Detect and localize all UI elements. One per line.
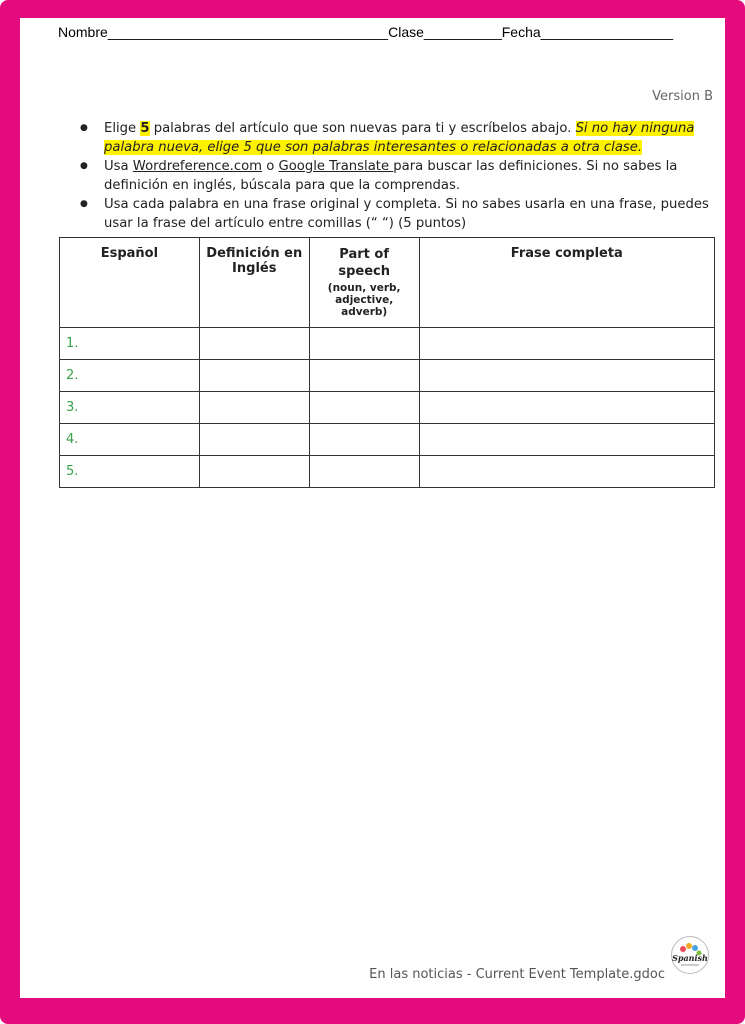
row-number: 5. — [60, 456, 200, 488]
table-header-row — [60, 238, 715, 328]
row-number: 1. — [60, 328, 200, 360]
cell-definicion[interactable] — [199, 392, 309, 424]
table-row — [60, 360, 715, 392]
student-info-line: Nombre____________________________________Clase__________Fecha_________________ — [58, 24, 674, 40]
instruction-1-text-cont: palabras del artículo que son nuevas para ti y escríbelos abajo. — [149, 121, 576, 136]
instruction-item-3: ● Usa cada palabra en una frase original y completa. Si no sabes usarla en una frase, puedes usar la frase del artículo entre comillas (“ “) (5 puntos) — [70, 195, 715, 233]
cell-frase[interactable] — [419, 456, 714, 488]
table-row — [60, 392, 715, 424]
table-row — [60, 328, 715, 360]
cell-frase[interactable] — [419, 392, 714, 424]
word-count-highlight: 5 — [140, 121, 150, 136]
cell-frase[interactable] — [419, 424, 714, 456]
header-pos-main: Part of speech — [338, 247, 390, 279]
instruction-1-alt-highlight: Si no hay ninguna palabra nueva, elige 5 que son palabras interesantes o relacionadas a otra clase. — [104, 121, 695, 155]
cell-definicion[interactable] — [199, 328, 309, 360]
row-number: 3. — [60, 392, 200, 424]
document-page — [20, 18, 725, 998]
row-number: 2. — [60, 360, 200, 392]
cell-definicion[interactable] — [199, 456, 309, 488]
header-espanol: Español — [60, 238, 200, 328]
header-part-of-speech — [309, 238, 419, 328]
version-label: Version B — [652, 89, 713, 104]
document-footer: En las noticias - Current Event Template.gdoc — [369, 967, 665, 982]
cell-part-of-speech[interactable] — [309, 424, 419, 456]
google-translate-link[interactable]: Google Translate — [278, 159, 394, 174]
table-row — [60, 456, 715, 488]
instruction-1-text: Elige — [104, 121, 141, 136]
spanish-logo-icon — [671, 936, 709, 974]
wordreference-link[interactable]: Wordreference.com — [132, 159, 263, 174]
cell-part-of-speech[interactable] — [309, 328, 419, 360]
cell-part-of-speech[interactable] — [309, 456, 419, 488]
instruction-2-text: Usa — [104, 159, 133, 174]
cell-definicion[interactable] — [199, 424, 309, 456]
vocabulary-table — [59, 237, 715, 488]
cell-part-of-speech[interactable] — [309, 392, 419, 424]
instruction-2-text-cont: para buscar las definiciones. Si no sabes la definición en inglés, búscala para que la comprendas. — [104, 159, 678, 193]
cell-frase[interactable] — [419, 360, 714, 392]
header-pos-sub: (noun, verb, adjective, adverb) — [327, 282, 401, 318]
cell-part-of-speech[interactable] — [309, 360, 419, 392]
logo-text: Spanish — [672, 953, 708, 963]
instruction-2-sep: o — [262, 159, 279, 174]
row-number: 4. — [60, 424, 200, 456]
instructions-list — [70, 119, 715, 233]
header-definicion: Definición en Inglés — [199, 238, 309, 328]
cell-frase[interactable] — [419, 328, 714, 360]
cell-definicion[interactable] — [199, 360, 309, 392]
instruction-item-2 — [70, 157, 715, 195]
header-frase: Frase completa — [419, 238, 714, 328]
table-row — [60, 424, 715, 456]
instruction-item-1 — [70, 119, 715, 157]
